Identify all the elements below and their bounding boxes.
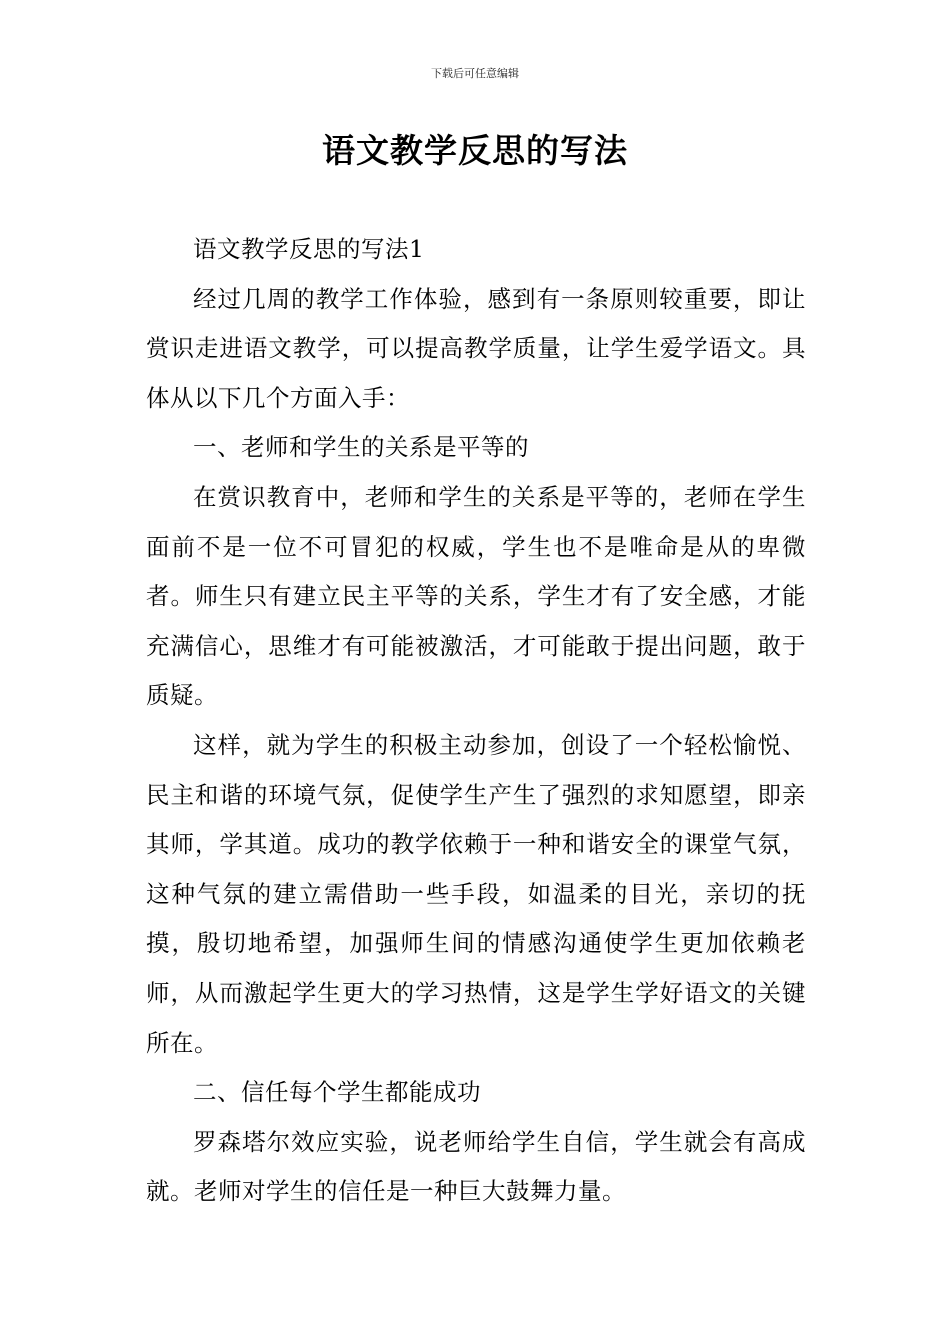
subheading: 一、老师和学生的关系是平等的 (193, 433, 529, 462)
section-heading: 语文教学反思的写法1 (193, 235, 425, 263)
document-body (146, 225, 806, 1217)
paragraph: 这样，就为学生的积极主动参加，创设了一个轻松愉悦、民主和谐的环境气氛，促使学生产生了强烈的求知愿望，即亲其师，学其道。成功的教学依赖于一种和谐安全的课堂气氛，这种气氛的建立需借助一些手段，如温柔的目光，亲切的抚摸，殷切地希望，加强师生间的情感沟通使学生更加依赖老师，从而激起学生更大的学习热情，这是学生学好语文的关键所在。 (146, 730, 806, 1057)
paragraph: 经过几周的教学工作体验，感到有一条原则较重要，即让赏识走进语文教学，可以提高教学质量，让学生爱学语文。具体从以下几个方面入手： (146, 284, 806, 412)
document-title: 语文教学反思的写法 (322, 131, 628, 170)
header-note: 下载后可任意编辑 (431, 67, 519, 80)
paragraph: 罗森塔尔效应实验，说老师给学生自信，学生就会有高成就。老师对学生的信任是一种巨大鼓舞力量。 (146, 1127, 806, 1206)
subheading: 二、信任每个学生都能成功 (193, 1078, 481, 1107)
paragraph: 在赏识教育中，老师和学生的关系是平等的，老师在学生面前不是一位不可冒犯的权威，学生也不是唯命是从的卑微者。师生只有建立民主平等的关系，学生才有了安全感，才能充满信心，思维才有可能被激活，才可能敢于提出问题，敢于质疑。 (146, 482, 806, 710)
